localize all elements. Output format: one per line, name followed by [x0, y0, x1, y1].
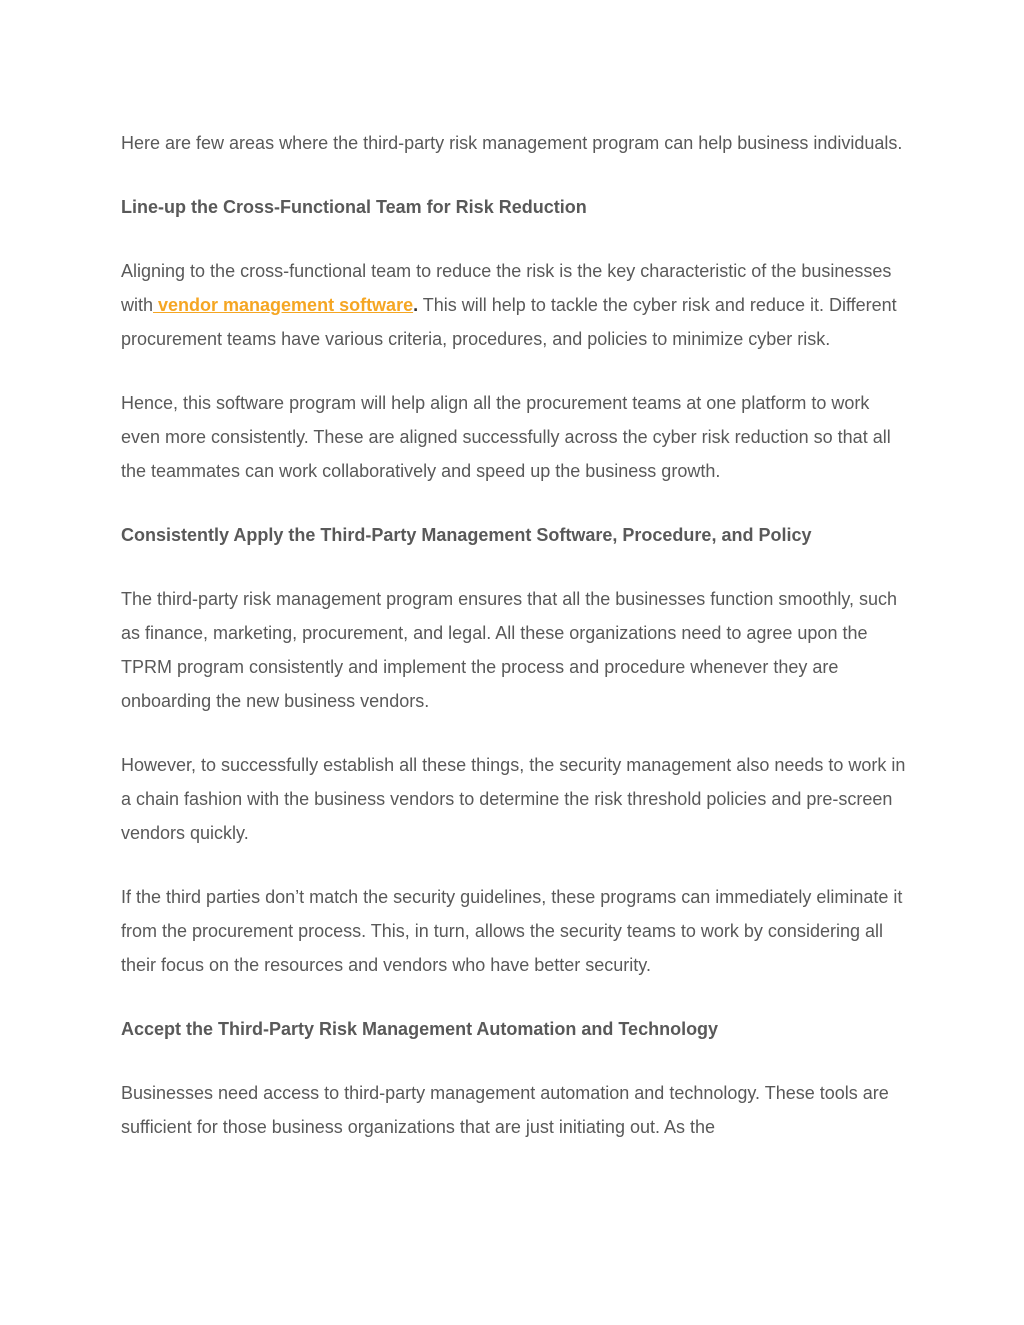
paragraph-aligning: [121, 254, 911, 356]
section-heading-automation: Accept the Third-Party Risk Management Automation and Technology: [121, 1019, 719, 1039]
paragraph-hence: Hence, this software program will help align all the procurement teams at one platform to work even more consistently. These are aligned successfully across the cyber risk reduction so that all the teammates can work collaboratively and speed up the business growth.: [121, 393, 891, 481]
section-heading-cross-functional: Line-up the Cross-Functional Team for Risk Reduction: [121, 197, 587, 217]
paragraph-however: However, to successfully establish all these things, the security management also needs to work in a chain fashion with the business vendors to determine the risk threshold policies and pre-screen vendors quickly.: [121, 755, 906, 843]
paragraph-businesses-need: Businesses need access to third-party management automation and technology. These tools are sufficient for those business organizations that are just initiating out. As the: [121, 1083, 889, 1137]
paragraph-period: .: [413, 295, 419, 315]
paragraph-text: Aligning to the cross-functional team to reduce the risk is the key characteristic of the businesses with: [121, 261, 892, 315]
intro-paragraph: Here are few areas where the third-party risk management program can help business individuals.: [121, 133, 903, 153]
paragraph-text: This will help to tackle the cyber risk and reduce it. Different procurement teams have various criteria, procedures, and policies to minimize cyber risk.: [121, 295, 897, 349]
document-page: [121, 126, 911, 1174]
paragraph-tprm-program: The third-party risk management program ensures that all the businesses function smoothly, such as finance, marketing, procurement, and legal. All these organizations need to agree upon the TPRM program consistently and implement the process and procedure whenever they are onboarding the new business vendors.: [121, 589, 898, 711]
vendor-management-software-link[interactable]: vendor management software: [153, 295, 414, 315]
paragraph-third-parties: If the third parties don’t match the security guidelines, these programs can immediately eliminate it from the procurement process. This, in turn, allows the security teams to work by considering all their focus on the resources and vendors who have better security.: [121, 887, 903, 975]
section-heading-consistently-apply: Consistently Apply the Third-Party Management Software, Procedure, and Policy: [121, 525, 812, 545]
